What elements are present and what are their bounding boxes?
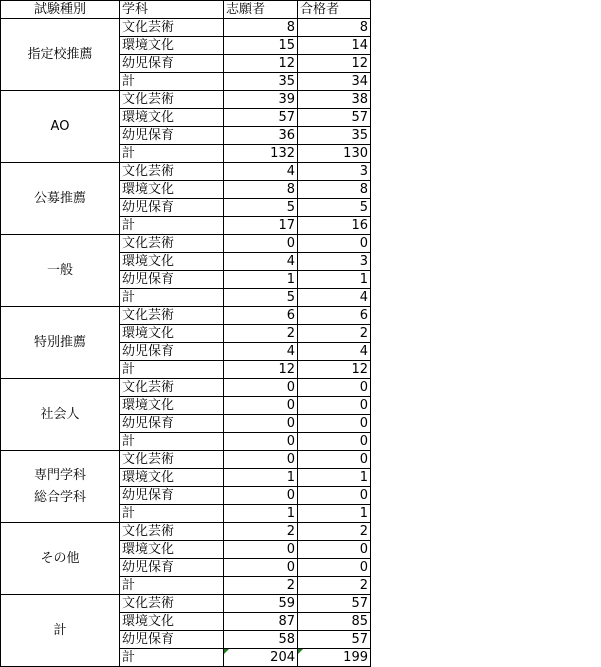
table-row [1, 379, 371, 397]
passed-cell[interactable]: 0 [298, 541, 371, 559]
department-cell[interactable]: 計 [120, 649, 224, 667]
applicants-cell[interactable]: 0 [224, 451, 298, 469]
category-cell[interactable]: 公募推薦 [1, 163, 120, 235]
applicants-cell[interactable]: 8 [224, 19, 298, 37]
applicants-cell[interactable]: 15 [224, 37, 298, 55]
department-cell[interactable]: 文化芸術 [120, 595, 224, 613]
applicants-cell[interactable]: 5 [224, 199, 298, 217]
department-cell[interactable]: 幼児保育 [120, 415, 224, 433]
passed-cell[interactable]: 6 [298, 307, 371, 325]
category-cell[interactable]: 特別推薦 [1, 307, 120, 379]
passed-cell[interactable]: 12 [298, 55, 371, 73]
applicants-cell[interactable]: 12 [224, 361, 298, 379]
passed-cell[interactable]: 3 [298, 163, 371, 181]
table-row [1, 307, 371, 325]
department-cell[interactable]: 計 [120, 217, 224, 235]
applicants-cell[interactable]: 39 [224, 91, 298, 109]
department-cell[interactable]: 計 [120, 577, 224, 595]
applicants-cell[interactable]: 132 [224, 145, 298, 163]
category-cell[interactable]: 指定校推薦 [1, 19, 120, 91]
applicants-cell[interactable]: 87 [224, 613, 298, 631]
passed-cell[interactable]: 130 [298, 145, 371, 163]
passed-cell[interactable]: 2 [298, 577, 371, 595]
passed-cell[interactable]: 38 [298, 91, 371, 109]
category-cell[interactable]: 一般 [1, 235, 120, 307]
passed-cell[interactable]: 85 [298, 613, 371, 631]
department-cell[interactable]: 幼児保育 [120, 55, 224, 73]
table-row [1, 523, 371, 541]
department-cell[interactable]: 文化芸術 [120, 91, 224, 109]
applicants-cell[interactable]: 1 [224, 271, 298, 289]
department-cell[interactable]: 文化芸術 [120, 19, 224, 37]
applicants-cell[interactable]: 35 [224, 73, 298, 91]
passed-cell[interactable]: 2 [298, 523, 371, 541]
department-cell[interactable]: 計 [120, 289, 224, 307]
applicants-cell[interactable]: 6 [224, 307, 298, 325]
applicants-cell[interactable]: 0 [224, 541, 298, 559]
table-row [1, 595, 371, 613]
department-cell[interactable]: 計 [120, 145, 224, 163]
header-category[interactable]: 試験種別 [1, 1, 120, 19]
department-cell[interactable]: 幼児保育 [120, 343, 224, 361]
applicants-cell[interactable]: 0 [224, 397, 298, 415]
passed-cell[interactable]: 3 [298, 253, 371, 271]
applicants-cell[interactable]: 4 [224, 253, 298, 271]
passed-cell[interactable]: 4 [298, 343, 371, 361]
department-cell[interactable]: 文化芸術 [120, 451, 224, 469]
passed-cell[interactable]: 16 [298, 217, 371, 235]
passed-cell[interactable]: 0 [298, 487, 371, 505]
table-row [1, 19, 371, 37]
admissions-table-body [1, 1, 371, 667]
applicants-cell[interactable]: 57 [224, 109, 298, 127]
header-applicants[interactable]: 志願者 [224, 1, 298, 19]
passed-cell[interactable]: 4 [298, 289, 371, 307]
department-cell[interactable]: 環境文化 [120, 469, 224, 487]
applicants-cell[interactable]: 1 [224, 505, 298, 523]
department-cell[interactable]: 計 [120, 361, 224, 379]
passed-cell[interactable]: 0 [298, 415, 371, 433]
applicants-cell[interactable]: 12 [224, 55, 298, 73]
department-cell[interactable]: 環境文化 [120, 397, 224, 415]
passed-cell[interactable]: 12 [298, 361, 371, 379]
department-cell[interactable]: 計 [120, 505, 224, 523]
applicants-cell[interactable]: 58 [224, 631, 298, 649]
applicants-cell[interactable]: 0 [224, 379, 298, 397]
category-cell[interactable]: 専門学科 総合学科 [1, 451, 120, 523]
department-cell[interactable]: 計 [120, 433, 224, 451]
applicants-cell[interactable]: 0 [224, 235, 298, 253]
department-cell[interactable]: 環境文化 [120, 109, 224, 127]
department-cell[interactable]: 文化芸術 [120, 379, 224, 397]
department-cell[interactable]: 幼児保育 [120, 631, 224, 649]
table-row [1, 91, 371, 109]
applicants-cell[interactable]: 0 [224, 415, 298, 433]
department-cell[interactable]: 幼児保育 [120, 559, 224, 577]
passed-cell[interactable]: 8 [298, 181, 371, 199]
applicants-cell[interactable]: 0 [224, 487, 298, 505]
passed-cell[interactable]: 1 [298, 271, 371, 289]
applicants-cell[interactable]: 1 [224, 469, 298, 487]
department-cell[interactable]: 幼児保育 [120, 199, 224, 217]
department-cell[interactable]: 環境文化 [120, 541, 224, 559]
department-cell[interactable]: 文化芸術 [120, 307, 224, 325]
department-cell[interactable]: 計 [120, 73, 224, 91]
department-cell[interactable]: 幼児保育 [120, 271, 224, 289]
header-row [1, 1, 371, 19]
category-cell[interactable]: その他 [1, 523, 120, 595]
passed-cell[interactable]: 0 [298, 397, 371, 415]
table-row [1, 163, 371, 181]
passed-cell[interactable]: 57 [298, 595, 371, 613]
passed-cell[interactable]: 2 [298, 325, 371, 343]
applicants-cell[interactable]: 8 [224, 181, 298, 199]
header-department[interactable]: 学科 [120, 1, 224, 19]
passed-cell[interactable]: 5 [298, 199, 371, 217]
category-cell[interactable]: 計 [1, 595, 120, 667]
header-passed[interactable]: 合格者 [298, 1, 371, 19]
passed-cell[interactable]: 1 [298, 505, 371, 523]
department-cell[interactable]: 幼児保育 [120, 127, 224, 145]
passed-cell[interactable]: 57 [298, 109, 371, 127]
passed-cell[interactable]: 1 [298, 469, 371, 487]
passed-cell[interactable]: 199 [298, 649, 371, 667]
passed-cell[interactable]: 8 [298, 19, 371, 37]
applicants-cell[interactable]: 2 [224, 325, 298, 343]
passed-cell[interactable]: 0 [298, 433, 371, 451]
applicants-cell[interactable]: 36 [224, 127, 298, 145]
applicants-cell[interactable]: 2 [224, 523, 298, 541]
department-cell[interactable]: 環境文化 [120, 181, 224, 199]
applicants-cell[interactable]: 0 [224, 433, 298, 451]
passed-cell[interactable]: 34 [298, 73, 371, 91]
table-row [1, 451, 371, 469]
passed-cell[interactable]: 0 [298, 235, 371, 253]
category-cell[interactable]: AO [1, 91, 120, 163]
department-cell[interactable]: 環境文化 [120, 253, 224, 271]
passed-cell[interactable]: 0 [298, 559, 371, 577]
category-cell[interactable]: 社会人 [1, 379, 120, 451]
applicants-cell[interactable]: 204 [224, 649, 298, 667]
department-cell[interactable]: 文化芸術 [120, 163, 224, 181]
applicants-cell[interactable]: 4 [224, 343, 298, 361]
table-row [1, 235, 371, 253]
passed-cell[interactable]: 35 [298, 127, 371, 145]
applicants-cell[interactable]: 2 [224, 577, 298, 595]
passed-cell[interactable]: 57 [298, 631, 371, 649]
passed-cell[interactable]: 0 [298, 451, 371, 469]
applicants-cell[interactable]: 4 [224, 163, 298, 181]
applicants-cell[interactable]: 17 [224, 217, 298, 235]
department-cell[interactable]: 文化芸術 [120, 235, 224, 253]
department-cell[interactable]: 文化芸術 [120, 523, 224, 541]
applicants-cell[interactable]: 59 [224, 595, 298, 613]
applicants-cell[interactable]: 0 [224, 559, 298, 577]
department-cell[interactable]: 環境文化 [120, 325, 224, 343]
department-cell[interactable]: 環境文化 [120, 37, 224, 55]
passed-cell[interactable]: 14 [298, 37, 371, 55]
applicants-cell[interactable]: 5 [224, 289, 298, 307]
department-cell[interactable]: 幼児保育 [120, 487, 224, 505]
passed-cell[interactable]: 0 [298, 379, 371, 397]
department-cell[interactable]: 環境文化 [120, 613, 224, 631]
